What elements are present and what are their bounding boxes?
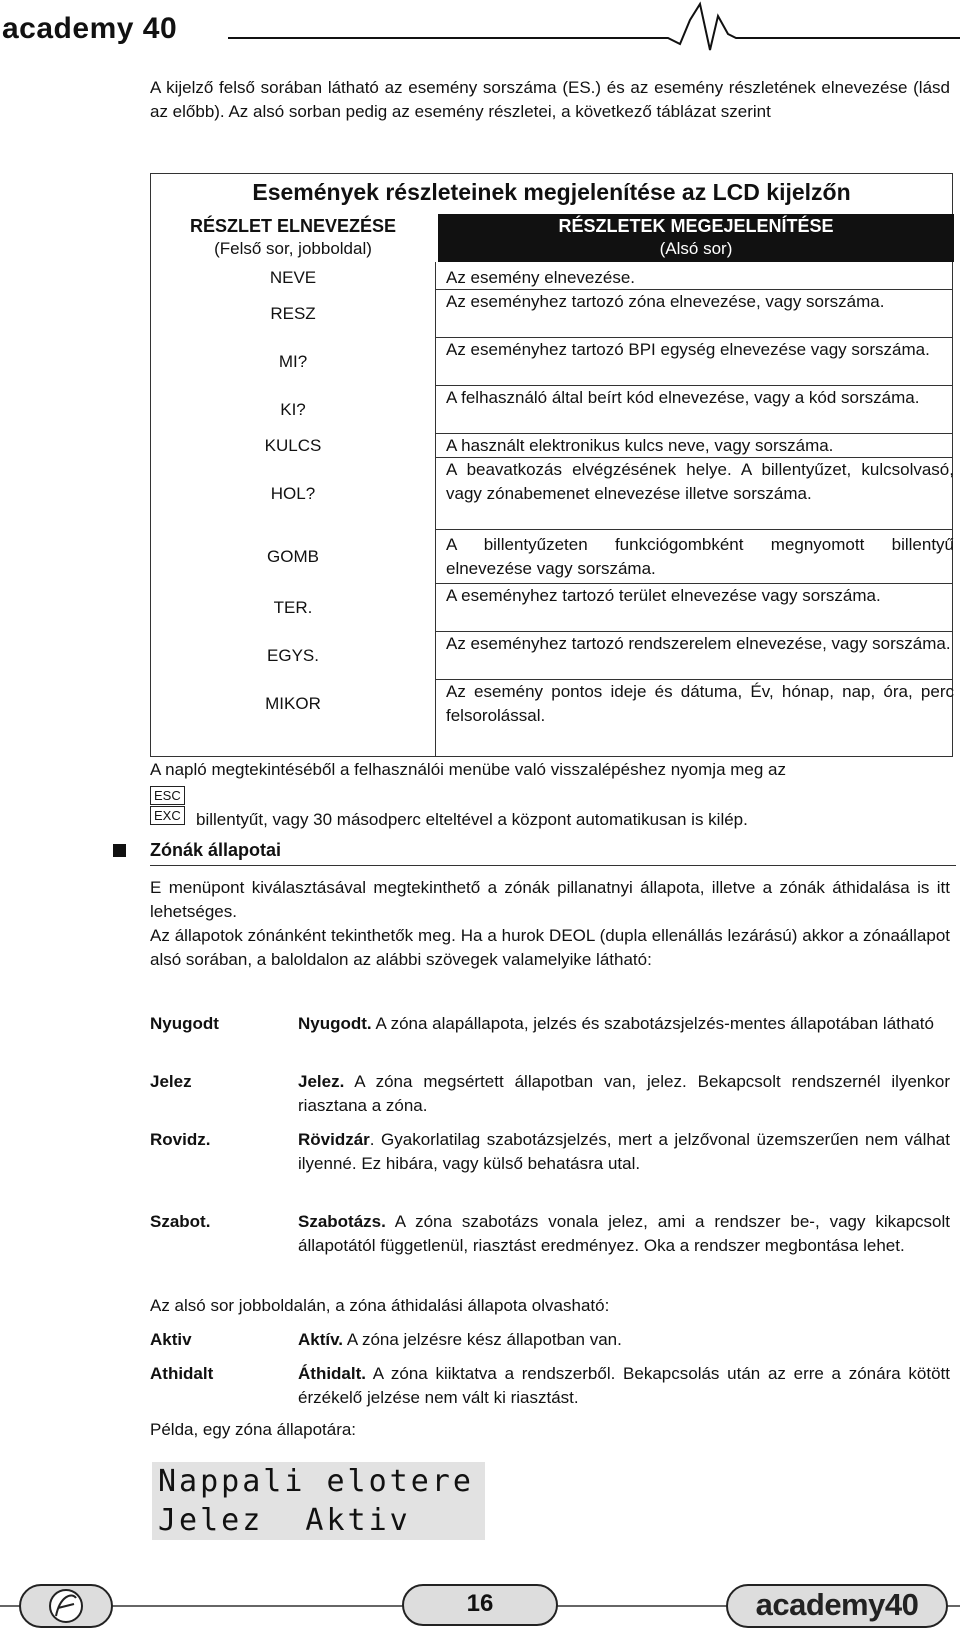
row-name: GOMB [267,547,319,566]
state-term: Nyugodt [150,1014,219,1033]
state-desc: Jelez. A zóna megsértett állapotban van, jelez. Bekapcsolt rendszernél ilyenkor riasztana a zóna. [298,1072,950,1115]
row-desc: Az esemény pontos ideje és dátuma, Év, hónap, nap, óra, perc felsorolással. [446,682,954,725]
event-details-table [150,173,953,757]
state-desc: Rövidzár. Gyakorlatilag szabotázsjelzés, mert a jelzővonal üzemszerűen nem válhat ilyenné. Ez hibára, vagy külső behatásra utal. [298,1130,950,1173]
bypass-term: Athidalt [150,1364,214,1383]
footer-logo: academy40 [755,1587,919,1622]
table-row [151,632,952,680]
state-term: Jelez [150,1072,192,1091]
row-name: MI? [278,352,308,371]
lcd-line-2: Jelez Aktiv [158,1503,411,1538]
section-paragraph: E menüpont kiválasztásával megtekinthető a zónák pillanatnyi állapota, illetve a zónák áthidalása is itt lehetséges. [150,878,950,921]
row-desc: Az eseményhez tartozó rendszerelem elnevezése, vagy sorszáma. [446,634,951,653]
lcd-display [152,1462,485,1540]
bypass-desc: Áthidalt. A zóna kiiktatva a rendszerből. Bekapcsolás után az erre a zónára kötött érzékelő jelzése nem vált ki riasztást. [298,1364,950,1407]
lcd-line-1: Nappali elotere [158,1464,474,1499]
table-row [151,386,952,434]
col-right-sub: (Alsó sor) [659,239,733,258]
bypass-desc: Aktív. A zóna jelzésre kész állapotban van. [298,1330,622,1349]
row-desc: Az eseményhez tartozó zóna elnevezése, vagy sorszáma. [446,292,885,311]
row-name: HOL? [270,484,316,503]
row-name: KI? [280,400,306,419]
table-row [151,680,952,728]
table-row [151,530,952,584]
example-label: Példa, egy zóna állapotára: [150,1420,357,1439]
table-row [151,290,952,338]
table-row [151,338,952,386]
esc-key-icon: ESC [150,786,185,805]
state-term: Rovidz. [150,1130,211,1149]
exit-text-line2: billentyűt, vagy 30 másodperc elteltével a központ automatikusan is kilép. [196,810,748,829]
row-desc: A beavatkozás elvégzésének helye. A billentyűzet, kulcsolvasó, vagy zónabemenet elnevezése illetve sorszáma. [446,460,954,503]
intro-paragraph: A kijelző felső sorában látható az esemény sorszáma (ES.) és az esemény részletének elnevezése (lásd az előbb). Az alsó sorban pedig az esemény részletei, a következő táblázat szerint [150,78,950,121]
exit-text-line1: A napló megtekintéséből a felhasználói menübe való visszalépéshez nyomja meg az [150,760,786,779]
table-header-right [438,214,954,262]
table-title: Események részleteinek megjelenítése az LCD kijelzőn [252,179,851,205]
row-name: RESZ [270,304,316,323]
page-number: 16 [466,1590,494,1617]
row-desc: Az esemény elnevezése. [446,268,635,287]
section-rule [150,865,956,866]
table-header-left [151,214,435,262]
bypass-term: Aktiv [150,1330,192,1349]
row-desc: A eseményhez tartozó terület elnevezése vagy sorszáma. [446,586,881,605]
state-term: Szabot. [150,1212,211,1231]
table-row [151,584,952,632]
row-desc: A használt elektronikus kulcs neve, vagy sorszáma. [446,436,834,455]
row-name: TER. [273,598,313,617]
table-row [151,458,952,530]
section-paragraph: Az állapotok zónánként tekinthetők meg. Ha a hurok DEOL (dupla ellenállás lezárású) akkor a zónaállapot alsó sorában, a baloldalon az alábbi szövegek valamelyike látható: [150,926,950,969]
row-desc: A felhasználó által beírt kód elnevezése, vagy a kód sorszáma. [446,388,920,407]
header-pulse-line [228,0,960,60]
col-left-sub: (Felső sor, jobboldal) [214,239,372,258]
section-title: Zónák állapotai [150,840,282,860]
col-left-title: RÉSZLET ELNEVEZÉSE [189,216,397,236]
row-name: NEVE [269,268,317,287]
state-desc: Nyugodt. A zóna alapállapota, jelzés és szabotázsjelzés-mentes állapotában látható [298,1014,934,1033]
header-title: academy 40 [2,12,178,45]
row-desc: A billentyűzeten funkciógombként megnyomott billentyű elnevezése vagy sorszáma. [446,535,954,578]
section-paragraphs [150,876,950,972]
row-desc: Az eseményhez tartozó BPI egység elnevezése vagy sorszáma. [446,340,930,359]
row-name: EGYS. [267,646,319,665]
row-name: MIKOR [265,694,321,713]
col-right-title: RÉSZLETEK MEGEJELENÍTÉSE [558,216,834,236]
state-desc: Szabotázs. A zóna szabotázs vonala jelez, ami a rendszer be-, vagy kikapcsolt állapotától függetlenül, riasztást eredményez. Oka a rendszer megbontása lehet. [298,1212,950,1255]
bypass-intro: Az alsó sor jobboldalán, a zóna áthidalási állapota olvasható: [150,1296,610,1315]
exc-key-icon: EXC [150,806,185,825]
row-name: KULCS [264,436,322,455]
table-row [151,434,952,458]
table-row [151,266,952,290]
bullet-square-icon [113,844,126,857]
